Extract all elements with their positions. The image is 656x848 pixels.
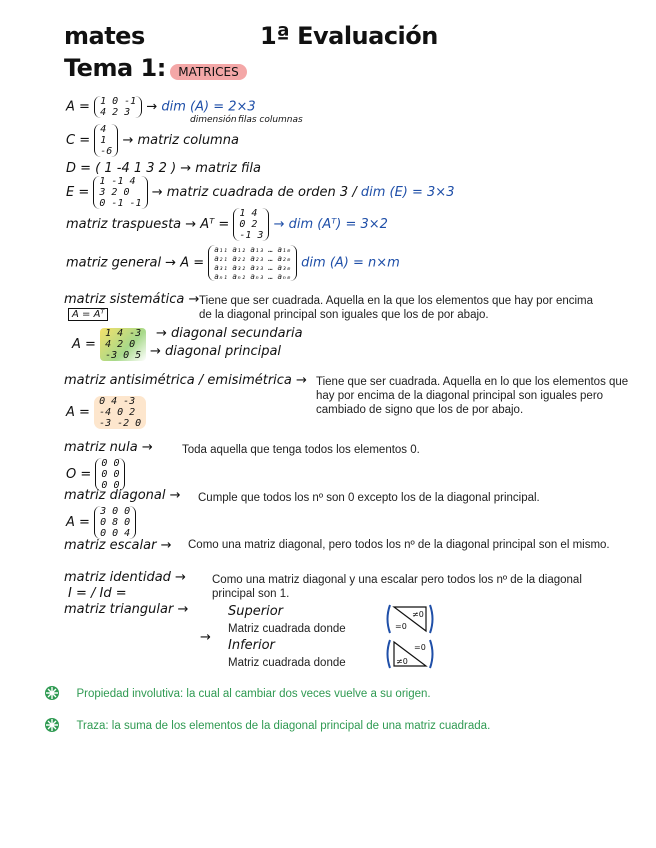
null-example — [66, 458, 125, 491]
a-row: 4 2 3 — [100, 107, 131, 118]
symmetric-example — [72, 328, 146, 361]
null-row: 0 0 — [101, 480, 120, 491]
symmetric-row: 4 2 0 — [105, 339, 136, 350]
matrix-d-example: D = ( 1 -4 1 3 2 ) → matriz fila — [66, 161, 261, 176]
note-1 — [44, 684, 431, 702]
a-row: 1 0 -1 — [100, 96, 137, 107]
superior-symbol — [384, 603, 436, 640]
diag-pri-label: → diagonal principal — [150, 344, 282, 359]
c-row: 1 — [100, 135, 107, 146]
topic-prefix: Tema 1: — [64, 54, 166, 82]
symmetric-title: matriz sistemática → — [64, 292, 200, 307]
evaluation-title: 1ª Evaluación — [260, 22, 438, 50]
note-2-text: Traza: la suma de los elementos de la diagonal principal de una matriz cuadrada. — [76, 720, 491, 732]
null-row: 0 0 — [101, 458, 120, 469]
null-text: Toda aquella que tenga todos los elementos 0. — [182, 444, 420, 456]
flower-icon — [44, 685, 60, 701]
inferior-label: Inferior — [228, 638, 275, 653]
null-matrix — [95, 458, 125, 491]
scalar-title: matriz escalar → — [64, 538, 172, 553]
diagonal-row: 0 0 4 — [100, 528, 131, 539]
antisymmetric-ex-label: A = — [66, 405, 90, 420]
subject-title: mates — [64, 22, 145, 50]
general-row: a₁₁ a₁₂ a₁₃ … a₁ₘ — [214, 245, 292, 254]
dim-note-1: dimensión — [190, 115, 237, 125]
null-title: matriz nula → — [64, 440, 153, 455]
topic-heading — [64, 54, 247, 82]
diagonal-ex-label: A = — [66, 515, 90, 530]
upper-triangle-icon — [384, 603, 436, 635]
e-desc: → matriz cuadrada de orden 3 / — [151, 185, 357, 200]
null-row: 0 0 — [101, 469, 120, 480]
transpose-dim: → dim (Aᵀ) = 3×2 — [273, 217, 388, 232]
antisymmetric-example — [66, 396, 146, 429]
e-dim: dim (E) = 3×3 — [360, 185, 455, 200]
dim-note-2: filas columnas — [238, 115, 303, 125]
identity-text: Como una matriz diagonal y una escalar pero todos los nº de la diagonal principal son 1. — [212, 574, 582, 600]
diagonal-matrix — [94, 506, 136, 539]
antisymmetric-text: Tiene que ser cuadrada. Aquella en lo que los elementos que hay por encima de la diagonal principal son iguales pero cambiado de signo que los de por abajo. — [316, 376, 629, 416]
transpose-label: matriz traspuesta → Aᵀ = — [66, 217, 230, 232]
c-desc: → matriz columna — [122, 133, 239, 148]
diagonal-example — [66, 506, 136, 539]
general-dim: dim (A) = n×m — [301, 255, 400, 271]
antisymmetric-row: -4 0 2 — [99, 407, 136, 418]
symmetric-row: 1 4 -3 — [105, 328, 142, 339]
symmetric-matrix — [100, 328, 146, 361]
c-row: 4 — [100, 124, 107, 135]
null-ex-label: O = — [66, 467, 92, 482]
general-row: a₂₁ a₂₂ a₂₃ … a₂ₘ — [214, 254, 292, 263]
topic-label: MATRICES — [170, 64, 246, 80]
c-row: -6 — [100, 146, 113, 157]
general-matrix-example — [66, 245, 400, 281]
antisymmetric-row: 0 4 -3 — [99, 396, 136, 407]
e-row: 3 2 0 — [99, 187, 130, 198]
diag-sec-label: → diagonal secundaria — [156, 326, 303, 341]
superior-label: Superior — [228, 604, 283, 619]
e-label: E = — [66, 185, 90, 200]
svg-text:=0: =0 — [395, 622, 407, 631]
e-row: 1 -1 4 — [99, 176, 136, 187]
e-matrix — [93, 176, 147, 209]
svg-text:=0: =0 — [414, 643, 426, 652]
c-matrix — [94, 124, 118, 157]
symmetric-ex-label: A = — [72, 337, 96, 352]
inferior-arrow: → — [200, 630, 211, 645]
inferior-text: Matriz cuadrada donde — [228, 657, 346, 669]
antisymmetric-matrix — [94, 396, 146, 429]
transpose-row: 1 4 — [239, 208, 258, 219]
superior-text: Matriz cuadrada donde — [228, 623, 346, 635]
antisymmetric-title: matriz antisimétrica / emisimétrica → — [64, 373, 307, 388]
transpose-example — [66, 208, 388, 241]
c-label: C = — [66, 133, 91, 148]
general-matrix — [208, 245, 297, 281]
flower-icon — [44, 717, 60, 733]
general-row: aₙ₁ aₙ₂ aₙ₃ … aₙₘ — [214, 272, 292, 281]
lower-triangle-icon — [384, 638, 436, 670]
e-row: 0 -1 -1 — [99, 198, 142, 209]
diagonal-row: 3 0 0 — [100, 506, 131, 517]
triangular-title: matriz triangular → — [64, 602, 189, 617]
transpose-row: -1 3 — [239, 230, 264, 241]
identity-title: matriz identidad → — [64, 570, 186, 585]
a-dim: dim (A) = 2×3 — [161, 99, 256, 115]
general-label: matriz general → A = — [66, 255, 205, 271]
general-row: a₃₁ a₃₂ a₃₃ … a₃ₘ — [214, 263, 292, 272]
matrix-c-example — [66, 124, 239, 157]
note-2 — [44, 716, 490, 734]
symmetric-row: -3 0 5 — [105, 350, 142, 361]
transpose-row: 0 2 — [239, 219, 258, 230]
diagonal-title: matriz diagonal → — [64, 488, 181, 503]
note-1-text: Propiedad involutiva: la cual al cambiar dos veces vuelve a su origen. — [76, 688, 431, 700]
diagonal-row: 0 8 0 — [100, 517, 131, 528]
transpose-matrix — [233, 208, 269, 241]
svg-text:≠0: ≠0 — [396, 657, 408, 666]
symmetric-box: A = Aᵀ — [68, 308, 108, 321]
a-label: A = — [66, 99, 90, 115]
symmetric-text: Tiene que ser cuadrada. Aquella en la que los elementos que hay por encima de la diagonal principal son iguales que los de por abajo. — [199, 295, 594, 321]
matrix-e-example — [66, 176, 454, 209]
identity-sub: I = / Id = — [68, 586, 127, 601]
inferior-symbol — [384, 638, 436, 675]
diagonal-text: Cumple que todos los nº son 0 excepto los de la diagonal principal. — [198, 492, 540, 504]
svg-text:≠0: ≠0 — [412, 610, 424, 619]
scalar-text: Como una matriz diagonal, pero todos los nº de la diagonal principal son el mismo. — [188, 539, 610, 551]
a-matrix — [94, 96, 142, 118]
antisymmetric-row: -3 -2 0 — [99, 418, 142, 429]
matrix-a-example: A = 1 0 -1 4 2 3 → dim (A) = 2×3 — [66, 96, 256, 118]
